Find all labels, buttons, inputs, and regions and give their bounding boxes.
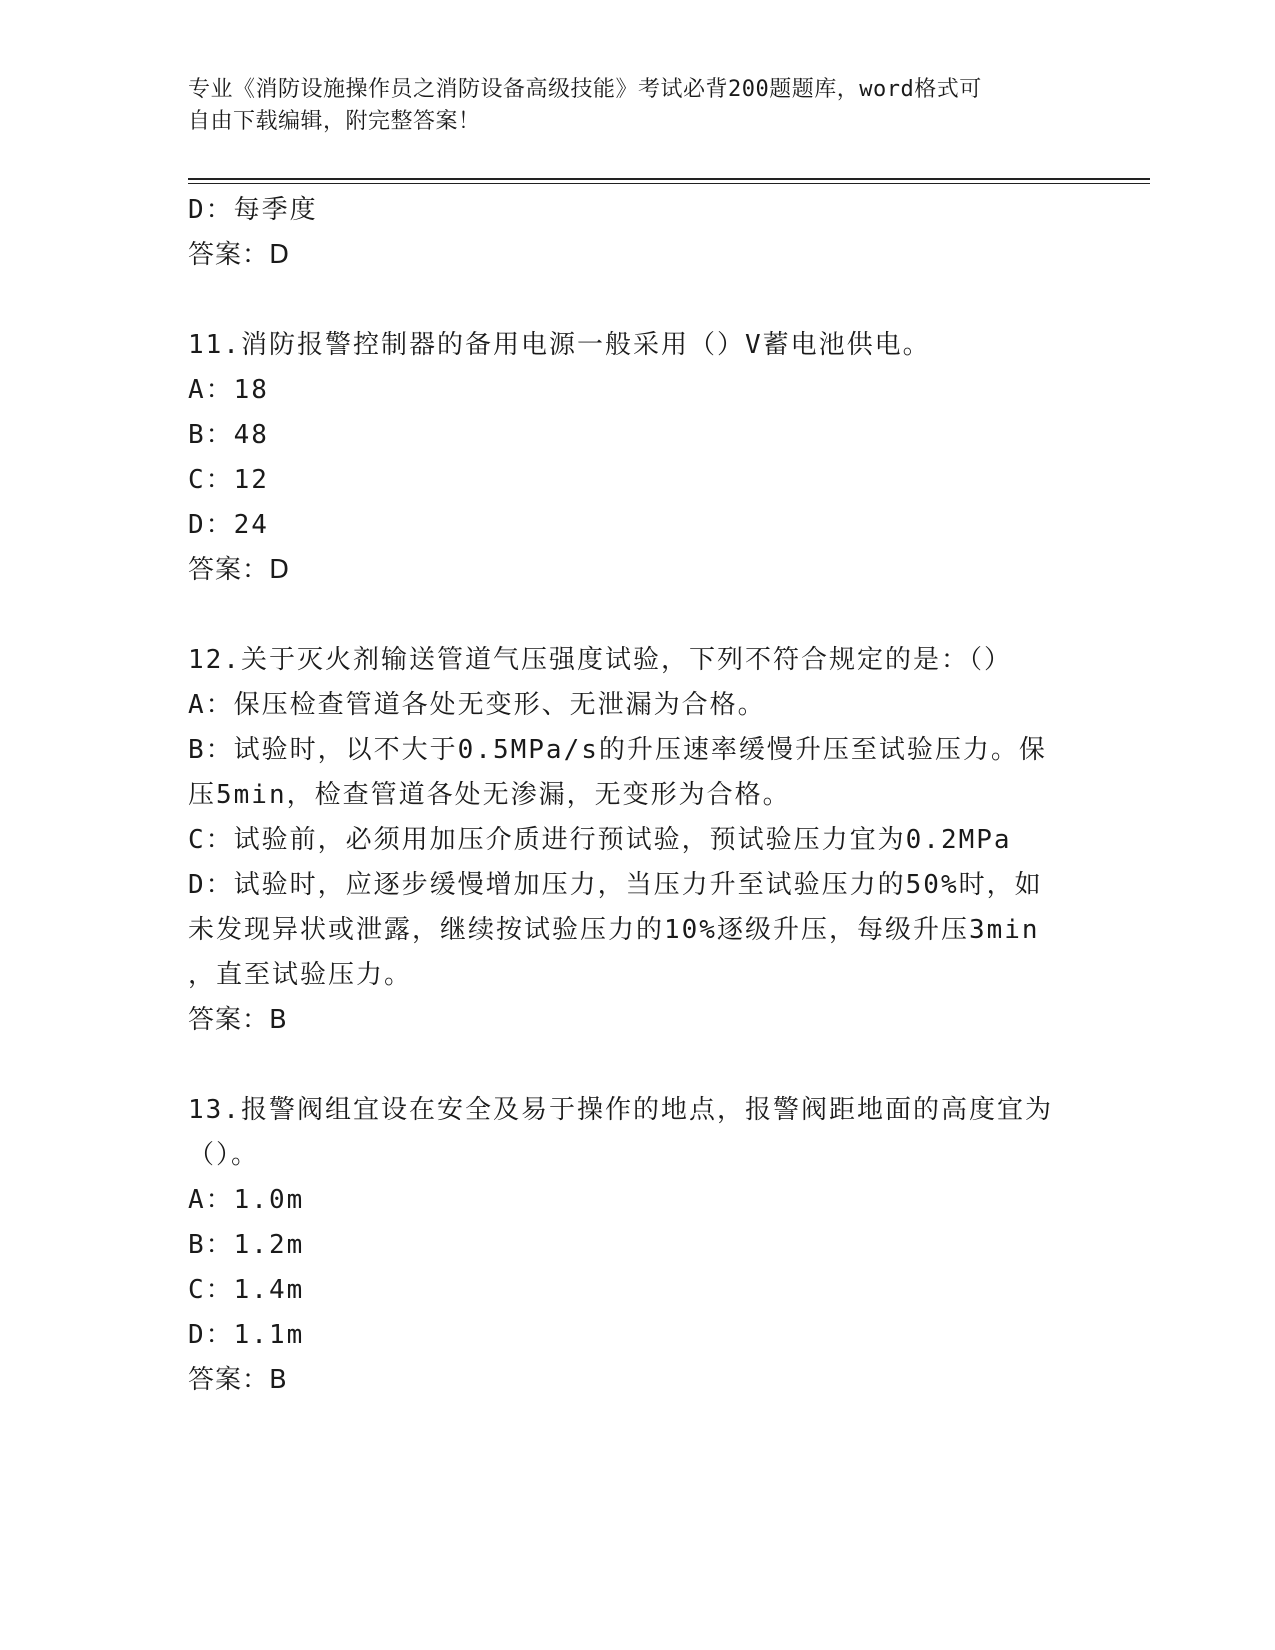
spacer (188, 278, 1088, 323)
question-12 (188, 638, 1088, 1043)
option-b-line-1: B：试验时，以不大于0.5MPa/s的升压速率缓慢升压至试验压力。保 (188, 735, 1047, 765)
header-line-2: 自由下载编辑，附完整答案！ (188, 109, 481, 134)
option-b: B：1.2m (188, 1230, 305, 1260)
answer: 答案：D (188, 240, 291, 270)
option-b-line-2: 压5min，检查管道各处无渗漏，无变形为合格。 (188, 780, 791, 810)
option-a: A：18 (188, 375, 269, 405)
option-d-line-2: 未发现异状或泄露，继续按试验压力的10%逐级升压，每级升压3min (188, 915, 1040, 945)
option-d: D：24 (188, 510, 269, 540)
option-c: C：试验前，必须用加压介质进行预试验，预试验压力宜为0.2MPa (188, 825, 1012, 855)
option-d: D：每季度 (188, 195, 318, 225)
answer: 答案：B (188, 1005, 288, 1035)
question-stem: 11.消防报警控制器的备用电源一般采用（）V蓄电池供电。 (188, 330, 931, 360)
option-d-line-3: ，直至试验压力。 (188, 960, 413, 990)
header-rule-thin (188, 183, 1150, 184)
question-13 (188, 1088, 1088, 1403)
option-d-line-1: D：试验时，应逐步缓慢增加压力，当压力升至试验压力的50%时，如 (188, 870, 1043, 900)
spacer (188, 593, 1088, 638)
header-line-1: 专业《消防设施操作员之消防设备高级技能》考试必背200题题库，word格式可 (188, 77, 982, 102)
question-list (188, 188, 1088, 1403)
option-c: C：1.4m (188, 1275, 305, 1305)
document-header (188, 74, 1068, 138)
header-rule-thick (188, 178, 1150, 180)
question-11 (188, 323, 1088, 593)
answer: 答案：D (188, 555, 291, 585)
option-c: C：12 (188, 465, 269, 495)
answer: 答案：B (188, 1365, 288, 1395)
option-a: A：1.0m (188, 1185, 305, 1215)
option-b: B：48 (188, 420, 269, 450)
option-a: A：保压检查管道各处无变形、无泄漏为合格。 (188, 690, 766, 720)
question-stem-line-1: 13.报警阀组宜设在安全及易于操作的地点，报警阀距地面的高度宜为 (188, 1095, 1053, 1125)
option-d: D：1.1m (188, 1320, 305, 1350)
question-stem: 12.关于灭火剂输送管道气压强度试验，下列不符合规定的是：（） (188, 645, 1012, 675)
question-stem-line-2: （）。 (188, 1140, 260, 1170)
spacer (188, 1043, 1088, 1088)
question-10-tail (188, 188, 1088, 278)
